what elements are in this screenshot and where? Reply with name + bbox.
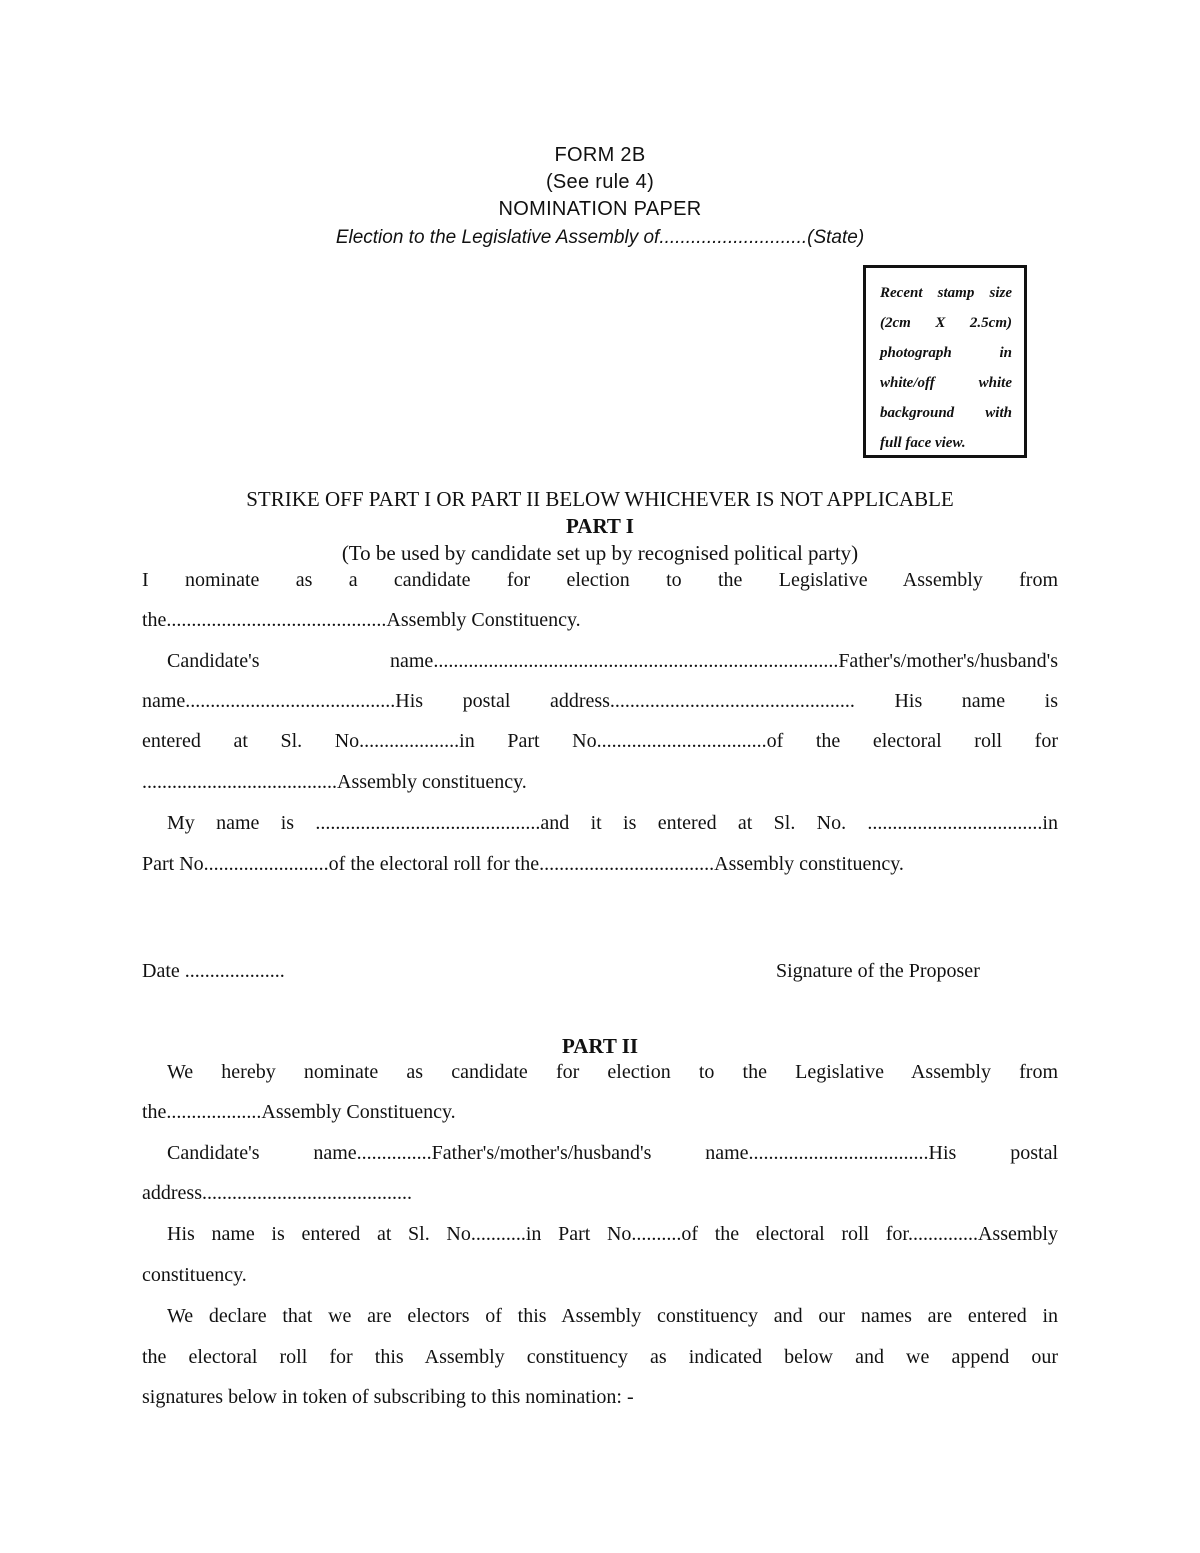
part1-line: name..........................................His postal address................................................. His name is (142, 690, 1058, 712)
form-title: NOMINATION PAPER (498, 198, 702, 220)
part2-line: address.......................................... (142, 1182, 412, 1204)
part1-subheading: (To be used by candidate set up by recognised political party) (341, 541, 859, 565)
part1-line: I nominate as a candidate for election to the Legislative Assembly from (142, 569, 1058, 591)
part1-line: entered at Sl. No....................in Part No..................................of the electoral roll for (142, 730, 1058, 752)
part2-line: the...................Assembly Constituency. (142, 1101, 456, 1123)
photo-box-line: full face view. (880, 435, 966, 451)
part2-line: His name is entered at Sl. No...........in Part No..........of the electoral roll for..............Assembly (167, 1223, 1058, 1245)
photo-box-line: background with (880, 405, 1012, 421)
photo-box-line: Recent stamp size (880, 285, 1012, 301)
proposer-signature-label: Signature of the Proposer (776, 960, 980, 982)
photo-box-line: (2cm X 2.5cm) (880, 315, 1012, 331)
part2-line: Candidate's name...............Father's/mother's/husband's name....................................His postal (167, 1142, 1058, 1164)
photo-placeholder-box (863, 265, 1027, 458)
part2-line: We hereby nominate as candidate for election to the Legislative Assembly from (167, 1061, 1058, 1083)
date-label: Date .................... (142, 960, 285, 982)
part1-line: My name is .............................................and it is entered at Sl. No. ...................................in (167, 812, 1058, 834)
election-line: Election to the Legislative Assembly of............................(State) (335, 227, 865, 248)
part2-line: signatures below in token of subscribing to this nomination: - (142, 1386, 634, 1408)
part1-line: the............................................Assembly Constituency. (142, 609, 581, 631)
part1-line: Part No.........................of the electoral roll for the...................................Assembly constituency. (142, 853, 904, 875)
strike-off-instruction: STRIKE OFF PART I OR PART II BELOW WHICHEVER IS NOT APPLICABLE (246, 487, 954, 511)
part2-line: the electoral roll for this Assembly constituency as indicated below and we append our (142, 1346, 1058, 1368)
part2-line: We declare that we are electors of this Assembly constituency and our names are entered in (167, 1305, 1058, 1327)
part2-heading: PART II (561, 1034, 639, 1058)
form-number: FORM 2B (554, 144, 646, 166)
part1-line: .......................................Assembly constituency. (142, 771, 527, 793)
part2-line: constituency. (142, 1264, 247, 1286)
part1-heading: PART I (566, 514, 634, 538)
photo-box-line: photograph in (880, 345, 1012, 361)
rule-reference: (See rule 4) (545, 171, 655, 193)
part1-line: Candidate's name.................................................................................Father's/mother's/husband's (167, 650, 1058, 672)
photo-box-line: white/off white (880, 375, 1012, 391)
